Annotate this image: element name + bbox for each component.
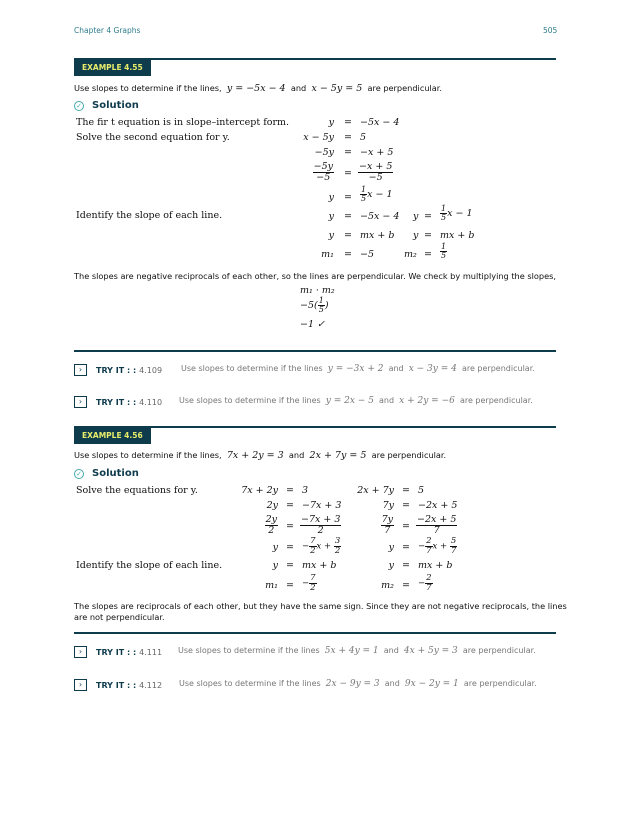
chevron-right-icon[interactable]: › (74, 646, 87, 658)
example-banner (74, 426, 556, 444)
eq-rhs: − $\frac{2}{7}$ (418, 573, 432, 593)
eq-sign: = (344, 117, 352, 128)
eq-rhs: mx + b (302, 560, 337, 571)
eq-sign: = (402, 560, 410, 571)
eq-lhs: 2x + 7y (357, 485, 394, 496)
try-it-row: › TRY IT : : 4.111 Use slopes to determine if the lines 5x + 4y = 1 and 4x + 5y = 3 are perpendicular. (74, 646, 554, 658)
eq-sign: = (286, 485, 294, 496)
eq-rhs: −7x + 3 (302, 500, 342, 511)
eq-sign: = (286, 580, 294, 591)
eq-lhs: 2y (266, 500, 278, 511)
eq-rhs: mx + b (418, 560, 453, 571)
eq-rhs: 5 (418, 485, 425, 496)
try-it-row: › TRY IT : : 4.109 Use slopes to determine if the lines y = −3x + 2 and x − 3y = 4 are perpendicular. (74, 364, 554, 376)
eq-rhs: mx + b (440, 230, 475, 241)
eq-lhs: y (328, 211, 334, 222)
example-tag: EXAMPLE 4.56 (74, 428, 151, 444)
eq-lhs: y (328, 230, 334, 241)
eq-sign: = (344, 147, 352, 158)
step-text: Identify the slope of each line. (76, 560, 223, 571)
eq-fraction: $\frac{-5y}{-5}$ (313, 161, 333, 183)
check-step: −1 ✓ (300, 319, 325, 330)
eq-fraction: $\frac{7y}{7}$ (381, 514, 393, 536)
divider (74, 350, 556, 352)
step-text: Solve the second equation for y. (76, 132, 230, 143)
eq-rhs: $\frac{1}{5}$ x − 1 (361, 185, 393, 203)
chevron-right-icon[interactable]: › (74, 679, 87, 691)
eq-sign: = (286, 542, 294, 553)
eq-sign: = (424, 249, 432, 260)
try-it-row: › TRY IT : : 4.110 Use slopes to determine if the lines y = 2x − 5 and x + 2y = −6 are perpendicular. (74, 396, 554, 408)
try-it-row: › TRY IT : : 4.112 Use slopes to determine if the lines 2x − 9y = 3 and 9x − 2y = 1 are perpendicular. (74, 679, 554, 691)
step-text: The fir t equation is in slope–intercept form. (76, 117, 290, 128)
eq-rhs: −5x − 4 (360, 211, 400, 222)
eq-lhs: y (328, 117, 334, 128)
eq-rhs: −5x − 4 (360, 117, 400, 128)
eq-lhs: m₁ (321, 249, 334, 260)
eq-sign: = (402, 485, 410, 496)
eq-lhs: 7x + 2y (241, 485, 278, 496)
eq-sign: = (402, 500, 410, 511)
eq-rhs: mx + b (360, 230, 395, 241)
step-text: Identify the slope of each line. (76, 210, 223, 221)
eq-rhs: − $\frac{7}{2}$ x + $\frac{3}{2}$ (302, 536, 341, 556)
eq-lhs: m₁ (265, 580, 278, 591)
eq-sign: = (402, 521, 410, 532)
chapter-header: Chapter 4 Graphs (74, 26, 141, 35)
eq-lhs: m₂ (404, 249, 417, 260)
eq-lhs: y (413, 230, 419, 241)
example-prompt: Use slopes to determine if the lines, 7x + 2y = 3 and 2x + 7y = 5 are perpendicular. (74, 450, 447, 461)
chevron-right-icon[interactable]: › (74, 364, 87, 376)
eq-rhs: −x + 5 (360, 147, 394, 158)
eq-lhs: x − 5y (303, 132, 334, 143)
eq-lhs: y (388, 560, 394, 571)
page-number: 505 (543, 26, 558, 35)
eq-lhs: −5y (314, 147, 334, 158)
eq-rhs: − $\frac{2}{7}$ x + $\frac{5}{7}$ (418, 536, 457, 556)
chevron-right-icon[interactable]: › (74, 396, 87, 408)
eq-lhs: y (272, 542, 278, 553)
eq-rhs: −5 (360, 249, 375, 260)
step-text: Solve the equations for y. (76, 485, 198, 496)
eq-sign: = (402, 542, 410, 553)
eq-rhs: $\frac{1}{5}$ x − 1 (441, 204, 473, 222)
eq-lhs: y (272, 560, 278, 571)
check-step: −5( $\frac{1}{5}$ ) (300, 296, 329, 314)
eq-lhs: y (413, 211, 419, 222)
solution-heading: Solution (92, 100, 139, 111)
check-circle-icon: ✓ (74, 101, 84, 111)
check-step: m₁ · m₂ (300, 285, 335, 296)
eq-sign: = (344, 249, 352, 260)
eq-fraction: $\frac{-x + 5}{-5}$ (359, 161, 393, 183)
eq-rhs: 5 (360, 132, 367, 143)
example-tag: EXAMPLE 4.55 (74, 60, 151, 76)
eq-lhs: m₂ (381, 580, 394, 591)
eq-rhs: $\frac{1}{5}$ (441, 242, 447, 260)
eq-sign: = (344, 230, 352, 241)
conclusion-text: are not perpendicular. (74, 612, 165, 622)
eq-lhs: y (388, 542, 394, 553)
eq-sign: = (344, 132, 352, 143)
example-banner (74, 58, 556, 76)
conclusion-text: The slopes are reciprocals of each other, but they have the same sign. Since they are not negative reciprocals, the lines (74, 601, 567, 611)
check-circle-icon: ✓ (74, 469, 84, 479)
solution-heading: Solution (92, 468, 139, 479)
eq-rhs: −2x + 5 (418, 500, 458, 511)
eq-lhs: 7y (382, 500, 394, 511)
eq-sign: = (344, 192, 352, 203)
conclusion-text: The slopes are negative reciprocals of each other, so the lines are perpendicular. We check by multiplying the slopes, (74, 271, 557, 281)
eq-fraction: $\frac{-7x + 3}{2}$ (301, 514, 341, 536)
example-prompt: Use slopes to determine if the lines, y = −5x − 4 and x − 5y = 5 are perpendicular. (74, 83, 443, 94)
eq-sign: = (424, 230, 432, 241)
eq-sign: = (424, 211, 432, 222)
eq-rhs: − $\frac{7}{2}$ (302, 573, 316, 593)
eq-sign: = (286, 500, 294, 511)
divider (74, 632, 556, 634)
eq-rhs: 3 (302, 485, 309, 496)
eq-sign: = (344, 211, 352, 222)
eq-fraction: $\frac{-2x + 5}{7}$ (417, 514, 457, 536)
eq-sign: = (344, 168, 352, 179)
eq-sign: = (286, 560, 294, 571)
eq-sign: = (286, 521, 294, 532)
eq-fraction: $\frac{2y}{2}$ (265, 514, 277, 536)
eq-lhs: y (328, 192, 334, 203)
eq-sign: = (402, 580, 410, 591)
